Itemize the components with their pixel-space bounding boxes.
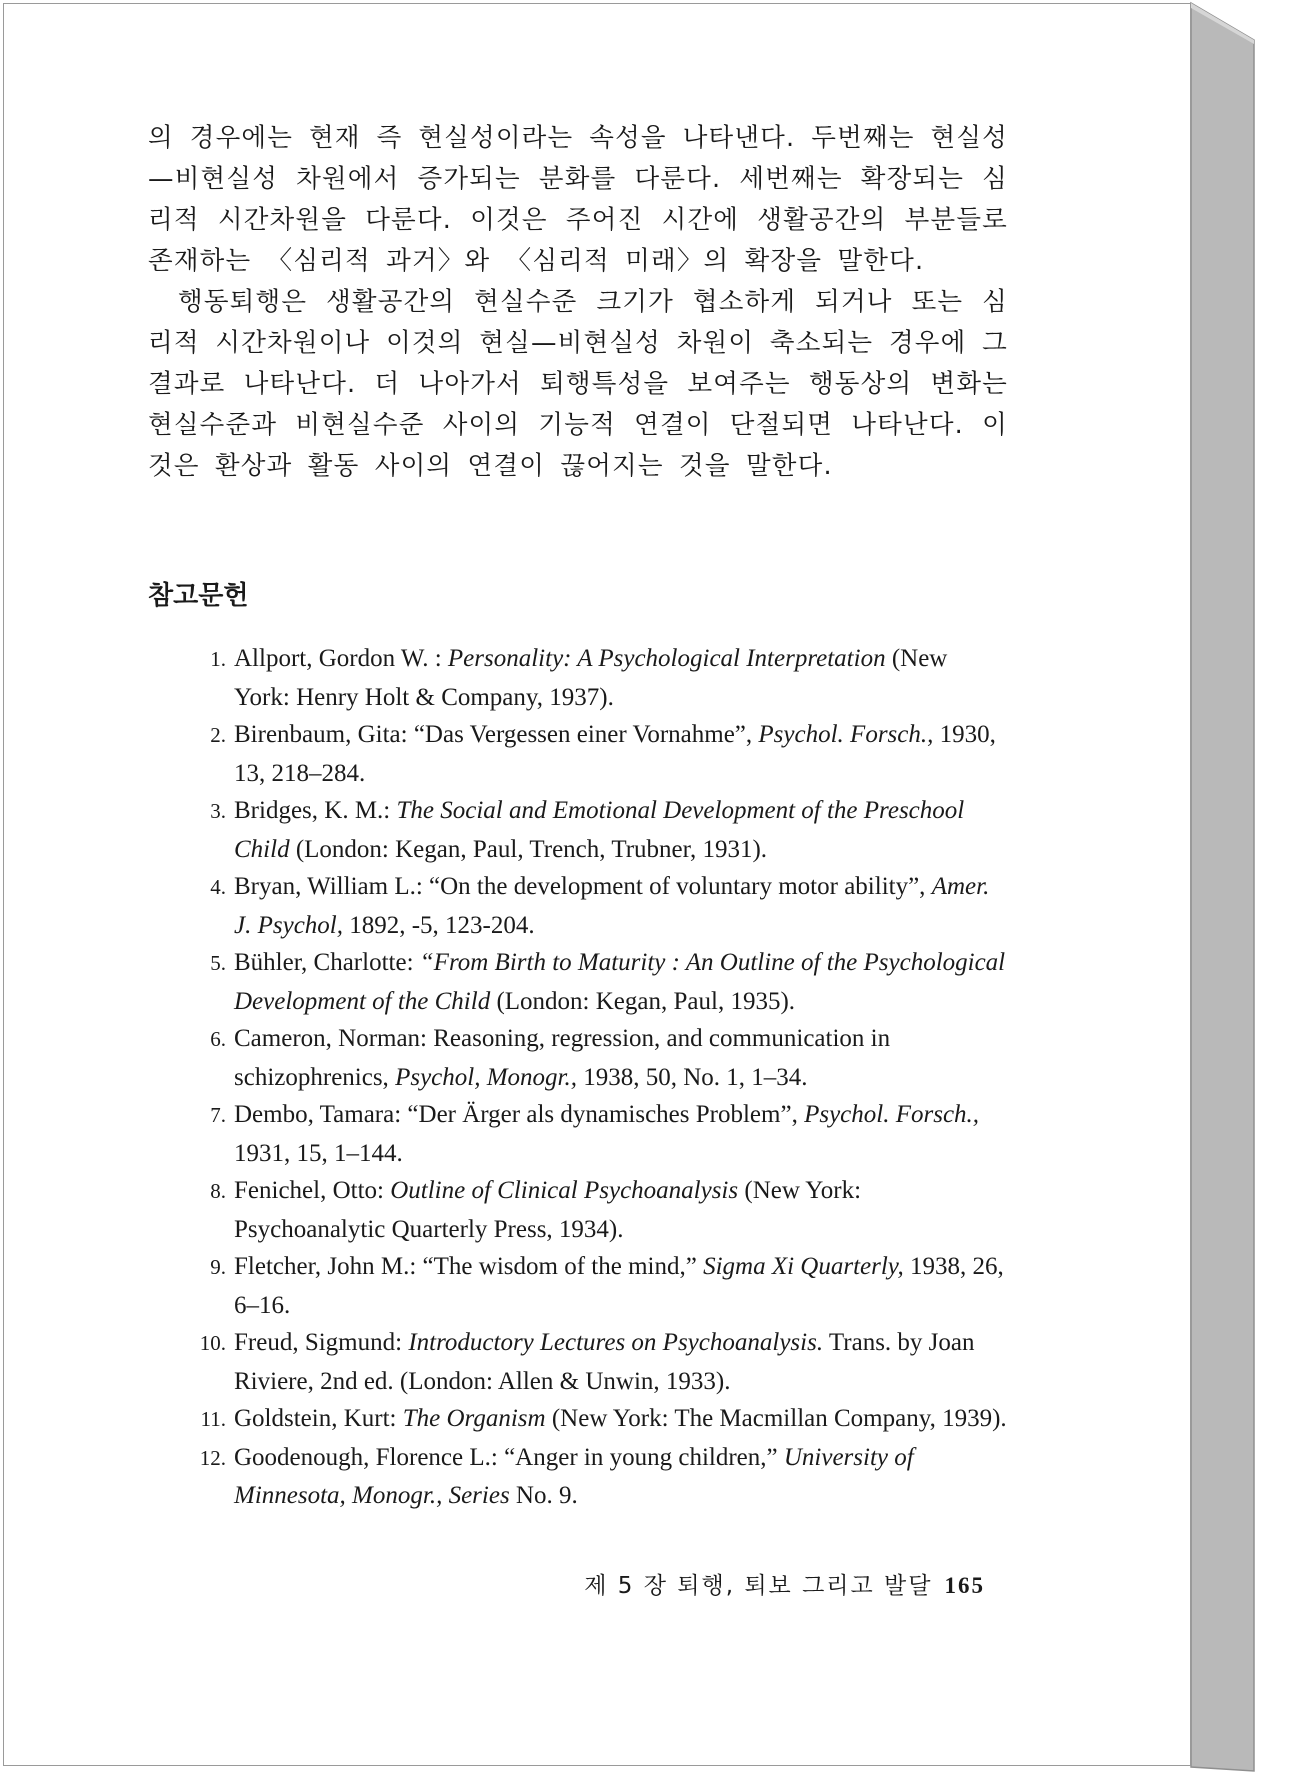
reference-title: The Organism <box>402 1405 546 1432</box>
reference-title: Personality: A Psychological Interpretation <box>447 645 886 672</box>
reference-number: 10. <box>199 1331 226 1355</box>
reference-details: No. 9. <box>509 1482 578 1509</box>
reference-author: Fenichel, Otto: <box>234 1177 391 1204</box>
reference-details: (New York: Psychoanalytic Quarterly Press, 1934). <box>234 1177 862 1243</box>
reference-title: Sigma Xi Quarterly, <box>703 1253 904 1280</box>
reference-item <box>150 1400 1008 1439</box>
reference-item <box>150 868 1008 944</box>
reference-details: Trans. by Joan Riviere, 2nd ed. (London: Allen & Unwin, 1933). <box>234 1329 975 1395</box>
reference-item <box>150 1248 1008 1324</box>
reference-details: 1930, 13, 218–284. <box>234 721 996 787</box>
reference-title: Psychol. Forsch., <box>804 1101 980 1128</box>
reference-author: Allport, Gordon W. : <box>234 645 448 672</box>
reference-number: 8. <box>210 1179 226 1203</box>
reference-item <box>150 716 1008 792</box>
reference-title: Introductory Lectures on Psychoanalysis. <box>408 1329 824 1356</box>
reference-item <box>150 1172 1008 1248</box>
reference-author: Bridges, K. M.: <box>234 797 397 824</box>
reference-title: “From Birth to Maturity : An Outline of the Psychological Development of the Child <box>234 949 1006 1015</box>
reference-details: (New York: The Macmillan Company, 1939). <box>545 1405 1007 1432</box>
reference-number: 4. <box>210 875 226 899</box>
page-number: 165 <box>944 1573 985 1598</box>
reference-author: Bryan, William L.: “On the development of voluntary motor ability”, <box>234 873 932 900</box>
reference-number: 2. <box>210 723 226 747</box>
references-list <box>150 640 1008 1515</box>
reference-author: Goldstein, Kurt: <box>234 1405 403 1432</box>
reference-details: 1938, 26, 6–16. <box>234 1253 1004 1319</box>
reference-title: Psychol. Forsch., <box>758 721 934 748</box>
reference-details: 1931, 15, 1–144. <box>234 1139 403 1167</box>
reference-item <box>150 1020 1008 1096</box>
reference-details: (London: Kegan, Paul, Trench, Trubner, 1931). <box>289 835 768 863</box>
reference-author: Fletcher, John M.: “The wisdom of the mind,” <box>234 1253 704 1280</box>
reference-item <box>150 944 1008 1020</box>
reference-title: Psychol, Monogr., <box>395 1063 577 1091</box>
reference-author: Dembo, Tamara: “Der Ärger als dynamisches Problem”, <box>234 1101 805 1128</box>
reference-title: Amer. J. Psychol, <box>234 873 990 939</box>
reference-author: Birenbaum, Gita: “Das Vergessen einer Vornahme”, <box>234 721 759 748</box>
reference-number: 12. <box>199 1445 226 1470</box>
reference-details: 1892, -5, 123-204. <box>342 911 535 939</box>
reference-number: 5. <box>210 951 226 975</box>
reference-title: The Social and Emotional Development of the Preschool Child <box>234 797 965 863</box>
reference-author: Freud, Sigmund: <box>234 1329 409 1356</box>
reference-item <box>150 1439 1008 1515</box>
reference-number: 3. <box>210 799 226 823</box>
paragraph-2: 행동퇴행은 생활공간의 현실수준 크기가 협소하게 되거나 또는 심리적 시간차원이나 이것의 현실—비현실성 차원이 축소되는 경우에 그 결과로 나타난다. 더 나아가서 퇴행특성을 보여주는 행동상의 변화는 현실수준과 비현실수준 사이의 기능적 연결이 단절되면 나타난다. 이것은 환상과 활동 사이의 연결이 끊어지는 것을 말한다. <box>148 287 1008 481</box>
body-text <box>148 118 1008 487</box>
reference-details: (London: Kegan, Paul, 1935). <box>490 987 796 1015</box>
reference-number: 7. <box>210 1103 226 1127</box>
reference-item <box>150 1324 1008 1400</box>
reference-number: 1. <box>210 647 226 671</box>
reference-author: Bühler, Charlotte: <box>234 949 420 976</box>
reference-title: Outline of Clinical Psychoanalysis <box>390 1177 739 1204</box>
reference-item <box>150 792 1008 868</box>
reference-details: (New York: Henry Holt & Company, 1937). <box>234 645 948 711</box>
page-footer <box>545 1567 985 1600</box>
reference-number: 11. <box>200 1407 226 1431</box>
references-heading: 참고문헌 <box>148 581 249 611</box>
paragraph-1: 의 경우에는 현재 즉 현실성이라는 속성을 나타낸다. 두번째는 현실성—비현실성 차원에서 증가되는 분화를 다룬다. 세번째는 확장되는 심리적 시간차원을 다룬다. 이것은 주어진 시간에 생활공간의 부분들로 존재하는 〈심리적 과거〉와 〈심리적 미래〉의 확장을 말한다. <box>148 123 1008 276</box>
reference-number: 6. <box>210 1027 226 1051</box>
reference-title: University of Minnesota, Monogr., Series <box>234 1443 914 1509</box>
chapter-title: 제 5 장 퇴행, 퇴보 그리고 발달 <box>584 1573 933 1599</box>
reference-item <box>150 1096 1008 1172</box>
reference-details: 1938, 50, No. 1, 1–34. <box>576 1063 808 1091</box>
reference-item <box>150 640 1008 716</box>
reference-author: Cameron, Norman: Reasoning, regression, and communication in schizophrenics, <box>234 1025 891 1091</box>
reference-number: 9. <box>210 1255 226 1279</box>
reference-author: Goodenough, Florence L.: “Anger in young children,” <box>234 1443 784 1471</box>
